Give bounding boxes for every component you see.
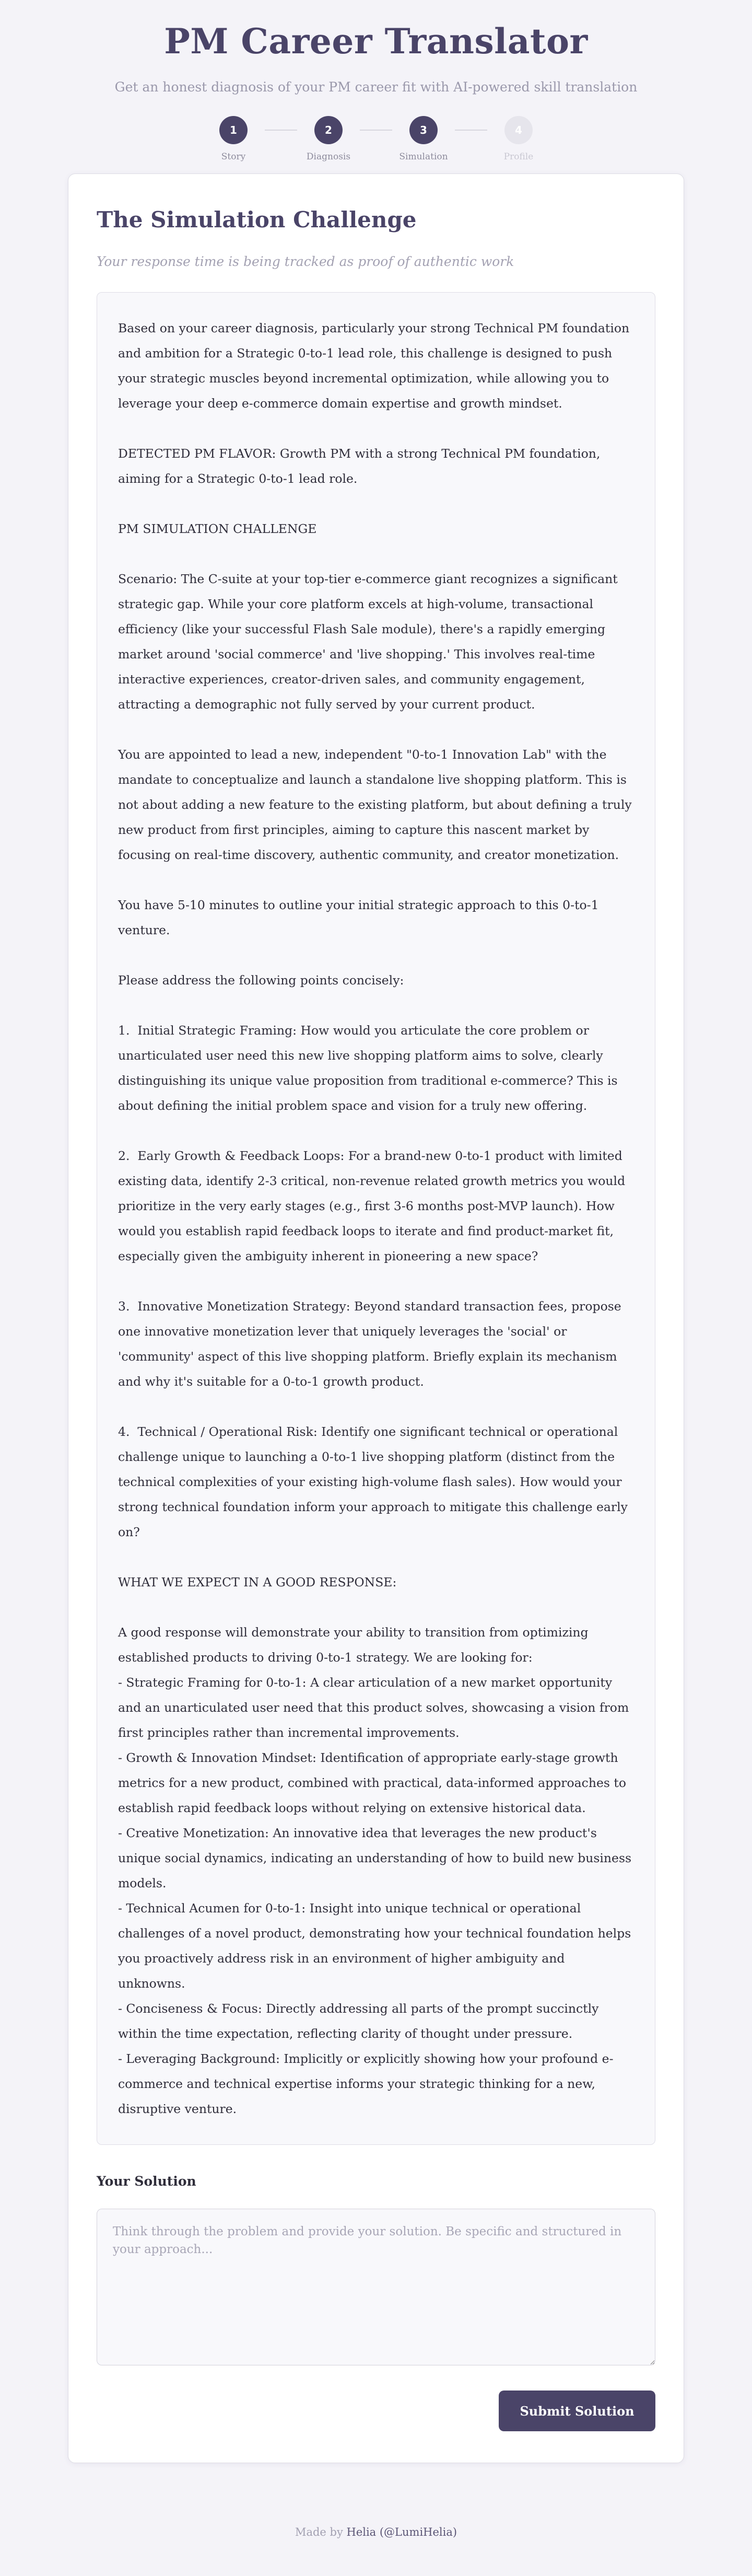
solution-input[interactable] <box>97 2209 655 2365</box>
challenge-text: Based on your career diagnosis, particularly your strong Technical PM foundation and ambition for a Strategic 0-to-1 lead role, this challenge is designed to push your strategic muscles beyond incremental optimization, while allowing you to leverage your deep e-commerce domain expertise and growth mindset. DETECTED PM FLAVOR: Growth PM with a strong Technical PM foundation, aiming for a Strategic 0-to-1 lead role. PM SIMULATION CHALLENGE Scenario: The C-suite at your top-tier e-commerce giant recognizes a significant strategic gap. While your core platform excels at high-volume, transactional efficiency (like your successful Flash Sale module), there's a rapidly emerging market around 'social commerce' and 'live shopping.' This involves real-time interactive experiences, creator-driven sales, and community engagement, attracting a demographic not fully served by your current product. You are appointed to lead a new, independent "0-to-1 Innovation Lab" with the mandate to conceptualize and launch a standalone live shopping platform. This is not about adding a new feature to the existing platform, but about defining a truly new product from first principles, aiming to capture this nascent market by focusing on real-time discovery, authentic community, and creator monetization. You have 5-10 minutes to outline your initial strategic approach to this 0-to-1 venture. Please address the following points concisely: 1. Initial Strategic Framing: How would you articulate the core problem or unarticulated user need this new live shopping platform aims to solve, clearly distinguishing its unique value proposition from traditional e-commerce? This is about defining the initial problem space and vision for a truly new offering. 2. Early Growth & Feedback Loops: For a brand-new 0-to-1 product with limited existing data, identify 2-3 critical, non-revenue related growth metrics you would prioritize in the very early stages (e.g., first 3-6 months post-MVP launch). How would you establish rapid feedback loops to iterate and find product-market fit, especially given the ambiguity inherent in pioneering a new space? 3. Innovative Monetization Strategy: Beyond standard transaction fees, propose one innovative monetization lever that uniquely leverages the 'social' or 'community' aspect of this live shopping platform. Briefly explain its mechanism and why it's suitable for a 0-to-1 growth product. 4. Technical / Operational Risk: Identify one significant technical or operational challenge unique to launching a 0-to-1 live shopping platform (distinct from the technical complexities of your existing high-volume flash sales). How would your strong technical foundation inform your approach to mitigate this challenge early on? WHAT WE EXPECT IN A GOOD RESPONSE: A good response will demonstrate your ability to transition from optimizing established products to driving 0-to-1 strategy. We are looking for: - Strategic Framing for 0-to-1: A clear articulation of a new market opportunity and an unarticulated user need that this product solves, showcasing a vision from first principles rather than incremental improvements. - Growth & Innovation Mindset: Identification of appropriate early-stage growth metrics for a new product, combined with practical, data-informed approaches to establish rapid feedback loops without relying on extensive historical data. - Creative Monetization: An innovative idea that leverages the new product's unique social dynamics, indicating an understanding of how to build new business models. - Technical Acumen for 0-to-1: Insight into unique technical or operational challenges of a novel product, demonstrating how your technical foundation helps you proactively address risk in an environment of higher ambiguity and unknowns. - Conciseness & Focus: Directly addressing all parts of the prompt succinctly within the time expectation, reflecting clarity of thought under pressure. - Leveraging Background: Implicitly or explicitly showing how your profound e-commerce and technical expertise informs your strategic thinking for a new, disruptive venture. <box>118 321 632 2116</box>
actions <box>97 2391 655 2431</box>
step-label: Story <box>221 152 246 162</box>
step-story[interactable] <box>202 116 265 162</box>
challenge-box <box>97 292 655 2145</box>
step-number: 1 <box>219 116 248 144</box>
simulation-card <box>68 173 684 2463</box>
card-title: The Simulation Challenge <box>97 207 417 233</box>
card-subtitle: Your response time is being tracked as proof of authentic work <box>97 254 514 269</box>
step-number: 3 <box>409 116 438 144</box>
step-number: 2 <box>314 116 343 144</box>
step-connector <box>360 130 392 131</box>
step-profile <box>487 116 550 162</box>
progress-stepper <box>0 116 752 173</box>
app-title: PM Career Translator <box>164 21 588 62</box>
step-label: Simulation <box>399 152 448 162</box>
app-subtitle: Get an honest diagnosis of your PM career fit with AI-powered skill translation <box>114 79 638 95</box>
footer-prefix: Made by <box>295 2526 347 2538</box>
step-connector <box>265 130 297 131</box>
step-connector <box>455 130 487 131</box>
footer <box>0 2526 752 2576</box>
solution-label: Your Solution <box>97 2174 196 2189</box>
step-number: 4 <box>504 116 533 144</box>
submit-solution-button[interactable]: Submit Solution <box>499 2391 655 2431</box>
step-label: Profile <box>503 152 534 162</box>
step-label: Diagnosis <box>306 152 351 162</box>
step-diagnosis[interactable] <box>297 116 360 162</box>
step-simulation[interactable] <box>392 116 455 162</box>
footer-author-link[interactable]: Helia (@LumiHelia) <box>346 2526 457 2538</box>
